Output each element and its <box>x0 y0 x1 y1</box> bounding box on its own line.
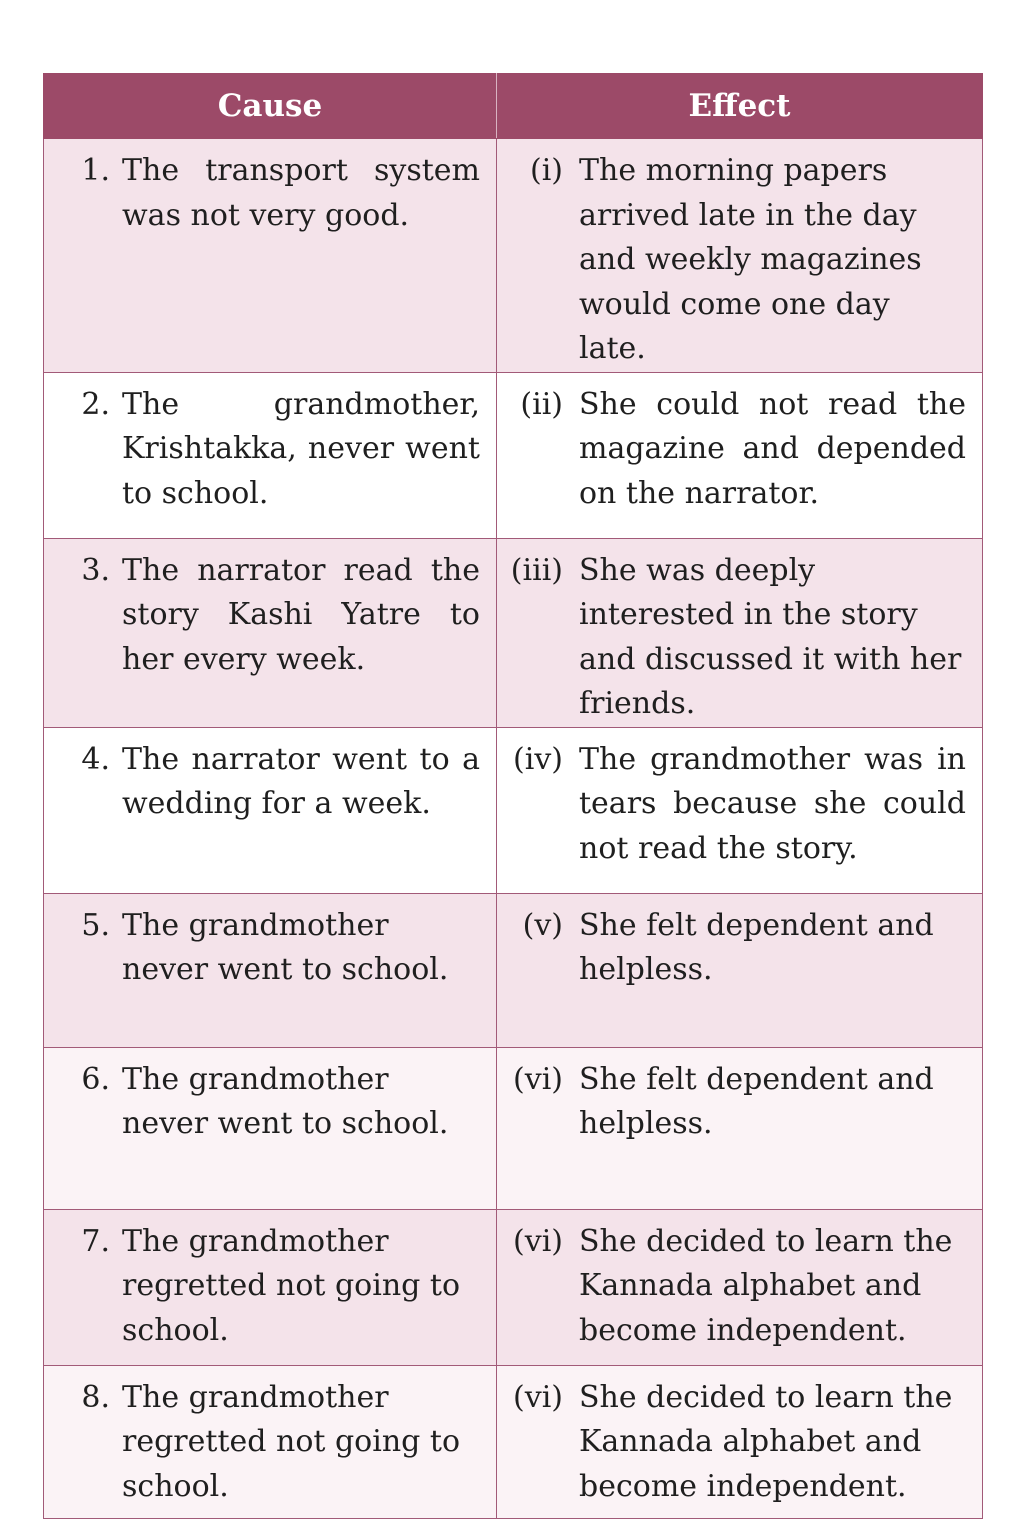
cause-text: The grandmother regretted not going to school. <box>122 1223 461 1348</box>
cause-number: 7. <box>81 1223 110 1259</box>
effect-number: (vi) <box>513 1061 563 1097</box>
effect-cell <box>497 139 983 373</box>
table-row <box>44 1047 983 1209</box>
table-row <box>44 538 983 727</box>
table-row <box>44 372 983 538</box>
effect-number: (ii) <box>520 386 563 422</box>
cause-cell <box>44 893 497 1047</box>
effect-number: (vi) <box>513 1223 563 1259</box>
table-row <box>44 727 983 893</box>
cause-cell <box>44 1047 497 1209</box>
cause-cell <box>44 372 497 538</box>
effect-cell <box>497 1365 983 1518</box>
cause-cell <box>44 1209 497 1365</box>
effect-text: She could not read the magazine and depended on the narrator. <box>579 386 966 511</box>
effect-cell <box>497 1047 983 1209</box>
cause-number: 1. <box>81 153 110 188</box>
cause-number: 2. <box>81 386 110 422</box>
effect-text: She felt dependent and helpless. <box>579 1061 934 1141</box>
cause-cell <box>44 727 497 893</box>
table-row <box>44 1365 983 1518</box>
cause-number: 8. <box>81 1379 110 1415</box>
effect-number: (vi) <box>513 1379 563 1415</box>
effect-number: (iii) <box>510 552 563 588</box>
effect-number: (v) <box>522 907 563 943</box>
cause-text: The grandmother regretted not going to school. <box>122 1379 461 1504</box>
effect-cell <box>497 893 983 1047</box>
cause-cell <box>44 538 497 727</box>
table-row <box>44 893 983 1047</box>
cause-cell <box>44 1365 497 1518</box>
table-row <box>44 139 983 373</box>
cause-text: The grandmother, Krishtakka, never went to school. <box>122 386 480 511</box>
effect-text: The grandmother was in tears because she could not read the story. <box>579 741 966 866</box>
effect-number: (i) <box>529 153 563 188</box>
cause-text: The grandmother never went to school. <box>122 907 449 987</box>
cause-text: The narrator went to a wedding for a week. <box>122 741 480 821</box>
cause-effect-table <box>43 73 983 1519</box>
cause-text: The transport system was not very good. <box>122 153 480 233</box>
effect-text: She decided to learn the Kannada alphabet and become independent. <box>579 1379 953 1504</box>
cause-effect-table-container <box>43 73 982 1519</box>
cause-number: 4. <box>81 741 110 777</box>
cause-number: 6. <box>81 1061 110 1097</box>
cause-text: The narrator read the story Kashi Yatre to her every week. <box>122 552 480 677</box>
cause-text: The grandmother never went to school. <box>122 1061 449 1141</box>
cause-number: 3. <box>81 552 110 588</box>
effect-number: (iv) <box>513 741 563 777</box>
effect-text: She felt dependent and helpless. <box>579 907 934 987</box>
effect-cell <box>497 727 983 893</box>
effect-cell <box>497 1209 983 1365</box>
effect-text: She was deeply interested in the story and discussed it with her friends. <box>579 552 962 721</box>
cause-column-header: Cause <box>44 74 497 139</box>
cause-number: 5. <box>81 907 110 943</box>
effect-text: The morning papers arrived late in the day and weekly magazines would come one day late. <box>579 153 922 366</box>
effect-text: She decided to learn the Kannada alphabet and become independent. <box>579 1223 953 1348</box>
effect-column-header: Effect <box>497 74 983 139</box>
table-header-row <box>44 74 983 139</box>
table-row <box>44 1209 983 1365</box>
cause-cell <box>44 139 497 373</box>
effect-cell <box>497 538 983 727</box>
effect-cell <box>497 372 983 538</box>
